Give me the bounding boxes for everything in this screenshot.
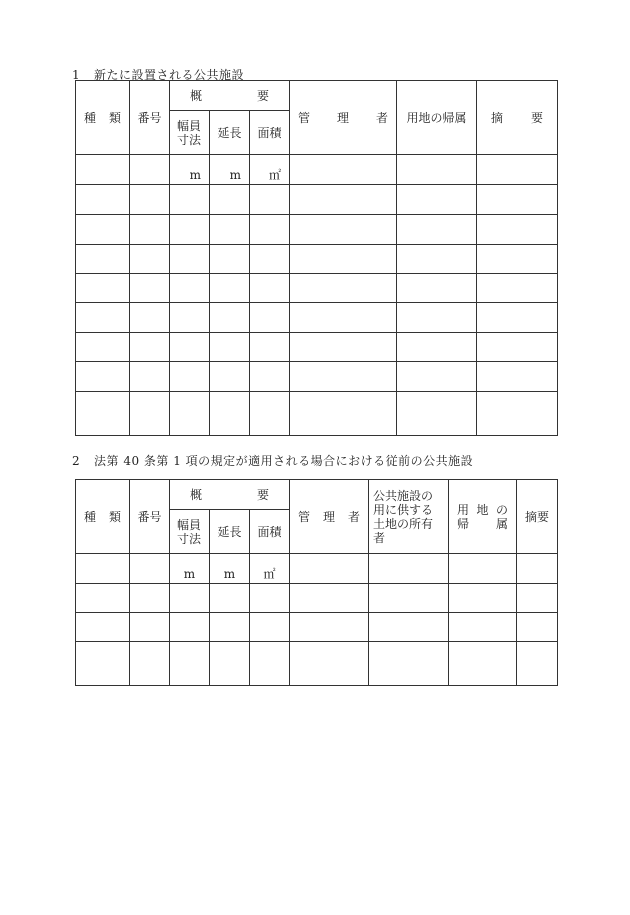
unit-width: m (170, 155, 210, 185)
header-owner: 公共施設の用に供する土地の所有者 (369, 480, 449, 554)
unit-length: m (210, 155, 250, 185)
table-row (76, 642, 558, 686)
header-summary: 概 要 (170, 480, 290, 510)
header-length: 延長 (210, 111, 250, 155)
section1-number: 1 (72, 68, 81, 82)
table-row (76, 333, 558, 362)
former-facilities-table (75, 479, 558, 686)
header-area: 面積 (250, 510, 290, 554)
header-manager: 管 理 者 (290, 480, 369, 554)
unit-area: ㎡ (250, 554, 290, 584)
header-width: 幅員寸法 (170, 111, 210, 155)
table-row (76, 185, 558, 215)
header-kind: 種 類 (76, 480, 130, 554)
header-number: 番号 (130, 81, 170, 155)
header-kind: 種 類 (76, 81, 130, 155)
unit-width: m (170, 554, 210, 584)
section2-number: 2 (72, 454, 81, 468)
header-remarks: 摘 要 (477, 81, 558, 155)
table-row (76, 392, 558, 436)
header-summary: 概 要 (170, 81, 290, 111)
table-row (76, 613, 558, 642)
table-row (76, 155, 558, 185)
header-length: 延長 (210, 510, 250, 554)
header-remarks: 摘要 (517, 480, 558, 554)
header-manager: 管 理 者 (290, 81, 397, 155)
header-width: 幅員寸法 (170, 510, 210, 554)
table-row (76, 245, 558, 274)
table-row (76, 303, 558, 333)
section1-title-text: 新たに設置される公共施設 (94, 68, 245, 82)
table-row (76, 215, 558, 245)
unit-length: m (210, 554, 250, 584)
header-land-ownership: 用 地 の 帰 属 (449, 480, 517, 554)
table-row (76, 584, 558, 613)
header-number: 番号 (130, 480, 170, 554)
header-land-ownership: 用地の帰属 (397, 81, 477, 155)
new-facilities-table (75, 80, 558, 436)
unit-area: ㎡ (250, 155, 290, 185)
header-area: 面積 (250, 111, 290, 155)
section2-title (72, 452, 473, 469)
table-row (76, 274, 558, 303)
section2-title-text: 法第 40 条第 1 項の規定が適用される場合における従前の公共施設 (94, 454, 474, 468)
table-row (76, 554, 558, 584)
table-row (76, 362, 558, 392)
